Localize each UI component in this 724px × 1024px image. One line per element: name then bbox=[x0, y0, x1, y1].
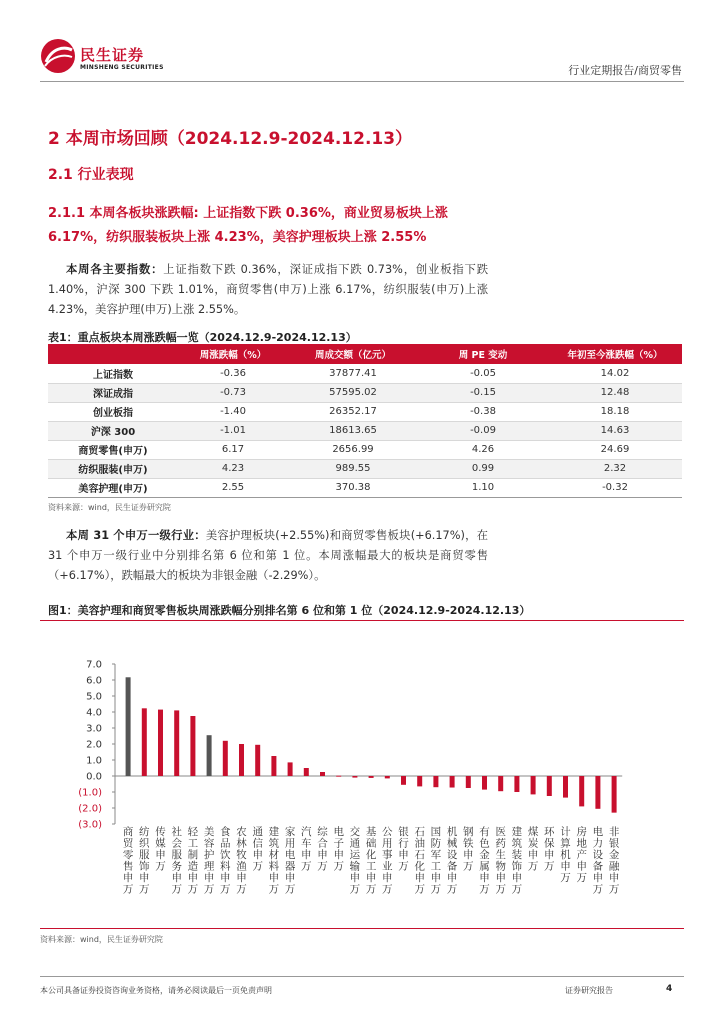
bar bbox=[190, 716, 195, 776]
section-heading: 2 本周市场回顾（2024.12.9-2024.12.13） bbox=[48, 129, 413, 149]
table-cell: -0.15 bbox=[418, 383, 548, 402]
table-header-cell: 周成交额（亿元） bbox=[288, 344, 418, 364]
x-tick-label: 基础化工申万 bbox=[365, 826, 377, 896]
x-tick-label: 非银金融申万 bbox=[608, 826, 620, 896]
y-tick-label: 6.0 bbox=[86, 675, 102, 687]
y-tick-label: 5.0 bbox=[86, 691, 102, 703]
table-cell: -1.40 bbox=[178, 402, 288, 421]
table-row bbox=[48, 440, 682, 459]
table-header-cell: 年初至今涨跌幅（%） bbox=[548, 344, 682, 364]
table-cell: -0.32 bbox=[548, 478, 682, 497]
table-cell: 1.10 bbox=[418, 478, 548, 497]
industry-ranking-paragraph bbox=[48, 526, 488, 586]
bar bbox=[369, 776, 374, 778]
bar bbox=[482, 776, 487, 790]
subsection-heading: 2.1 行业表现 bbox=[48, 167, 134, 183]
table-cell: 12.48 bbox=[548, 383, 682, 402]
footer-divider bbox=[40, 976, 684, 977]
figure-title: 图1：美容护理和商贸零售板块周涨跌幅分别排名第 6 位和第 1 位（2024.12.9-2024.12.13） bbox=[48, 604, 531, 617]
table-row bbox=[48, 383, 682, 402]
x-tick-label: 农林牧渔申万 bbox=[236, 826, 247, 896]
bar bbox=[385, 776, 390, 778]
x-tick-label: 国防军工申万 bbox=[430, 826, 442, 896]
table-cell: -0.38 bbox=[418, 402, 548, 421]
table-row bbox=[48, 478, 682, 497]
bar bbox=[417, 776, 422, 786]
subsubsection-heading: 2.1.1 本周各板块涨跌幅: 上证指数下跌 0.36%，商业贸易板块上涨 6.17%，纺织服装板块上涨 4.23%，美容护理板块上涨 2.55% bbox=[48, 206, 448, 245]
x-tick-label: 通信申万 bbox=[252, 826, 263, 873]
table-row bbox=[48, 459, 682, 478]
table-cell: 57595.02 bbox=[288, 383, 418, 402]
y-tick-label: 4.0 bbox=[86, 707, 102, 719]
table-cell: 沪深 300 bbox=[48, 421, 178, 440]
bar bbox=[142, 708, 147, 776]
table-cell: 0.99 bbox=[418, 459, 548, 478]
x-tick-label: 家用电器申万 bbox=[284, 826, 296, 896]
bar bbox=[239, 744, 244, 776]
bar bbox=[352, 776, 357, 778]
industry-weekly-change-bar-chart bbox=[40, 640, 684, 920]
table-row bbox=[48, 364, 682, 383]
x-tick-label: 有色金属申万 bbox=[479, 826, 490, 896]
header-divider bbox=[40, 81, 684, 82]
paragraph-lead: 本周各主要指数： bbox=[66, 263, 164, 276]
figure-top-rule bbox=[40, 620, 684, 621]
table-cell: 2656.99 bbox=[288, 440, 418, 459]
x-tick-label: 石油石化申万 bbox=[414, 826, 425, 896]
footer-disclaimer: 本公司具备证券投资咨询业务资格，请务必阅读最后一页免责声明 bbox=[40, 986, 272, 995]
y-tick-label: (1.0) bbox=[78, 787, 102, 799]
figure-bottom-rule bbox=[40, 928, 684, 929]
table-cell: 18613.65 bbox=[288, 421, 418, 440]
x-tick-label: 机械设备申万 bbox=[446, 826, 458, 896]
table-cell: 4.26 bbox=[418, 440, 548, 459]
index-summary-paragraph bbox=[48, 260, 488, 320]
x-tick-label: 交通运输申万 bbox=[349, 826, 361, 896]
bar bbox=[255, 745, 260, 776]
bar bbox=[320, 772, 325, 776]
table-cell: -0.73 bbox=[178, 383, 288, 402]
y-tick-label: 0.0 bbox=[86, 771, 102, 783]
logo-english-text: MINSHENG SECURITIES bbox=[80, 64, 164, 71]
bar bbox=[547, 776, 552, 796]
y-tick-label: 3.0 bbox=[86, 723, 102, 735]
x-tick-label: 综合申万 bbox=[317, 826, 328, 873]
table-cell: 美容护理(申万) bbox=[48, 478, 178, 497]
bar bbox=[579, 776, 584, 806]
bar bbox=[174, 710, 179, 776]
y-tick-label: 2.0 bbox=[86, 739, 102, 751]
x-tick-label: 电子申万 bbox=[333, 826, 344, 873]
x-tick-label: 医药生物申万 bbox=[495, 826, 506, 896]
x-tick-label: 煤炭申万 bbox=[527, 826, 539, 873]
table-row bbox=[48, 402, 682, 421]
table-title: 表1：重点板块本周涨跌幅一览（2024.12.9-2024.12.13） bbox=[48, 331, 357, 344]
table-cell: 14.02 bbox=[548, 364, 682, 383]
table-cell: 2.32 bbox=[548, 459, 682, 478]
y-tick-label: (2.0) bbox=[78, 803, 102, 815]
bar bbox=[498, 776, 503, 791]
table-header-row bbox=[48, 344, 682, 364]
x-tick-label: 钢铁申万 bbox=[463, 826, 474, 873]
bar bbox=[304, 768, 309, 776]
y-tick-label: (3.0) bbox=[78, 819, 102, 831]
bar bbox=[450, 776, 455, 788]
x-tick-label: 电力设备申万 bbox=[592, 826, 604, 896]
x-tick-label: 建筑装饰申万 bbox=[511, 826, 523, 896]
table-source: 资料来源：wind，民生证券研究院 bbox=[48, 503, 171, 512]
logo-chinese-text: 民生证券 bbox=[80, 46, 145, 64]
bar bbox=[288, 762, 293, 776]
bar bbox=[271, 756, 276, 776]
bar bbox=[126, 677, 131, 776]
table-cell: -0.05 bbox=[418, 364, 548, 383]
table-cell: 2.55 bbox=[178, 478, 288, 497]
sector-performance-table bbox=[48, 344, 682, 498]
paragraph-text: 美容护理板块(+2.55%)和商贸零售板块(+6.17%)，在 31 个申万一级行业中分别排名第 6 位和第 1 位。本周涨幅最大的板块是商贸零售（+6.17%），跌幅最大的板块为非银金融（-2.29%）。 bbox=[48, 529, 488, 582]
bar bbox=[433, 776, 438, 787]
table-cell: -0.09 bbox=[418, 421, 548, 440]
x-tick-label: 房地产申万 bbox=[576, 826, 587, 884]
table-cell: 深证成指 bbox=[48, 383, 178, 402]
figure-source: 资料来源：wind，民生证券研究院 bbox=[40, 935, 163, 944]
table-cell: 上证指数 bbox=[48, 364, 178, 383]
bar bbox=[158, 710, 163, 776]
paragraph-lead: 本周 31 个申万一级行业： bbox=[66, 529, 206, 542]
x-tick-label: 食品饮料申万 bbox=[220, 826, 231, 896]
table-cell: -1.01 bbox=[178, 421, 288, 440]
x-tick-label: 商贸零售申万 bbox=[122, 826, 134, 896]
x-tick-label: 建筑材料申万 bbox=[268, 826, 280, 896]
x-tick-label: 汽车申万 bbox=[301, 826, 312, 873]
table-cell: 纺织服装(申万) bbox=[48, 459, 178, 478]
paragraph-text: 上证指数下跌 0.36%，深证成指下跌 0.73%，创业板指下跌 1.40%，沪深 300 下跌 1.01%，商贸零售(申万)上涨 6.17%，纺织服装(申万)上涨 4.23%，美容护理(申万)上涨 2.55%。 bbox=[48, 263, 488, 316]
page-number: 4 bbox=[666, 984, 673, 994]
table-cell: 6.17 bbox=[178, 440, 288, 459]
bar bbox=[514, 776, 519, 792]
bar bbox=[336, 776, 341, 777]
table-header-cell bbox=[48, 344, 178, 364]
bar bbox=[563, 776, 568, 798]
minsheng-logo-icon bbox=[40, 38, 76, 74]
table-cell: 商贸零售(申万) bbox=[48, 440, 178, 459]
table-cell: 14.63 bbox=[548, 421, 682, 440]
x-tick-label: 轻工制造申万 bbox=[187, 826, 199, 896]
table-header-cell: 周涨跌幅（%） bbox=[178, 344, 288, 364]
bar bbox=[531, 776, 536, 794]
table-header-cell: 周 PE 变动 bbox=[418, 344, 548, 364]
bar bbox=[401, 776, 406, 785]
x-tick-label: 计算机申万 bbox=[560, 826, 571, 884]
bar bbox=[223, 741, 228, 776]
table-cell: 989.55 bbox=[288, 459, 418, 478]
table-cell: 24.69 bbox=[548, 440, 682, 459]
x-tick-label: 社会服务申万 bbox=[171, 826, 182, 896]
x-tick-label: 纺织服饰申万 bbox=[139, 826, 150, 896]
y-tick-label: 7.0 bbox=[86, 659, 102, 671]
x-tick-label: 公用事业申万 bbox=[382, 826, 393, 896]
table-cell: 创业板指 bbox=[48, 402, 178, 421]
table-cell: -0.36 bbox=[178, 364, 288, 383]
table-cell: 26352.17 bbox=[288, 402, 418, 421]
bar bbox=[466, 776, 471, 788]
bar bbox=[595, 776, 600, 809]
footer-report-label: 证券研究报告 bbox=[565, 986, 613, 995]
company-logo bbox=[40, 38, 180, 78]
x-tick-label: 传媒申万 bbox=[155, 826, 166, 873]
table-cell: 18.18 bbox=[548, 402, 682, 421]
y-tick-label: 1.0 bbox=[86, 755, 102, 767]
x-tick-label: 银行申万 bbox=[398, 826, 409, 873]
report-type: 行业定期报告/商贸零售 bbox=[568, 64, 682, 77]
table-cell: 4.23 bbox=[178, 459, 288, 478]
x-tick-label: 美容护理申万 bbox=[203, 826, 215, 896]
table-row bbox=[48, 421, 682, 440]
bar bbox=[612, 776, 617, 813]
table-cell: 37877.41 bbox=[288, 364, 418, 383]
bar bbox=[207, 735, 212, 776]
table-cell: 370.38 bbox=[288, 478, 418, 497]
x-tick-label: 环保申万 bbox=[544, 826, 555, 873]
